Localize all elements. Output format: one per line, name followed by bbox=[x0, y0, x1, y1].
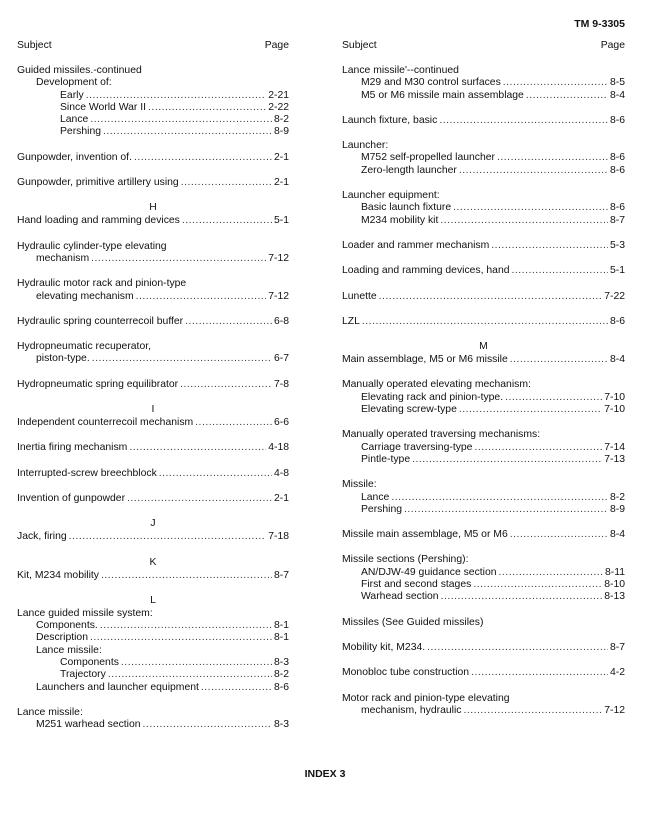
dot-leader bbox=[69, 531, 267, 543]
index-entry-group bbox=[342, 642, 625, 654]
dot-leader bbox=[463, 705, 602, 717]
index-entry-group bbox=[342, 379, 625, 416]
entry-page-number: 5-1 bbox=[609, 265, 625, 277]
index-entry bbox=[17, 215, 289, 227]
dot-leader bbox=[127, 493, 272, 505]
index-entry bbox=[342, 642, 625, 654]
entry-page-number: 7-18 bbox=[268, 531, 289, 543]
dot-leader bbox=[453, 202, 608, 214]
entry-page-number: 2-1 bbox=[273, 177, 289, 189]
index-entry bbox=[17, 278, 289, 290]
entry-subject: Launcher: bbox=[342, 140, 389, 152]
dot-leader bbox=[195, 417, 272, 429]
index-entry bbox=[342, 65, 625, 77]
entry-subject: Hydraulic motor rack and pinion-type bbox=[17, 278, 187, 290]
entry-page-number: 7-12 bbox=[268, 290, 289, 302]
index-entry bbox=[17, 493, 289, 505]
index-entry bbox=[17, 341, 289, 353]
dot-leader bbox=[499, 567, 603, 579]
index-entry-group bbox=[342, 291, 625, 303]
index-entry bbox=[342, 429, 625, 441]
index-entry bbox=[17, 570, 289, 582]
entry-subject: M752 self-propelled launcher bbox=[361, 152, 496, 164]
entry-page-number: 8-1 bbox=[273, 632, 289, 644]
index-entry bbox=[342, 392, 625, 404]
entry-subject: Development of: bbox=[36, 77, 112, 89]
entry-subject: Pintle-type bbox=[361, 453, 411, 465]
index-entry-group bbox=[342, 529, 625, 541]
index-entry-group bbox=[17, 379, 289, 391]
entry-subject: mechanism, hydraulic bbox=[361, 704, 462, 716]
index-entry bbox=[342, 617, 625, 629]
index-entry bbox=[17, 682, 289, 694]
entry-subject: Missile: bbox=[342, 479, 377, 491]
dot-leader bbox=[181, 177, 272, 189]
entry-subject: Hand loading and ramming devices bbox=[17, 215, 180, 227]
entry-subject: Lance guided missile system: bbox=[17, 607, 153, 619]
entry-subject: elevating mechanism bbox=[36, 290, 134, 302]
index-entry bbox=[342, 705, 625, 717]
column-header bbox=[342, 40, 625, 54]
entry-page-number: 7-14 bbox=[604, 441, 625, 453]
entry-subject: Lunette bbox=[342, 290, 377, 302]
index-entry-group bbox=[17, 493, 289, 505]
entry-page-number: 8-7 bbox=[273, 569, 289, 581]
index-entry bbox=[17, 353, 289, 365]
entry-page-number: 8-2 bbox=[273, 669, 289, 681]
index-letter-heading: L bbox=[150, 594, 156, 606]
index-entry-group bbox=[17, 608, 289, 694]
index-entry-group bbox=[342, 65, 625, 102]
dot-leader bbox=[92, 353, 272, 365]
dot-leader bbox=[182, 215, 272, 227]
dot-leader bbox=[404, 504, 608, 516]
dot-leader bbox=[512, 265, 608, 277]
dot-leader bbox=[440, 215, 608, 227]
index-entry bbox=[17, 177, 289, 189]
dot-leader bbox=[503, 77, 608, 89]
entry-subject: Lance missile: bbox=[17, 706, 83, 718]
index-letter-heading: M bbox=[479, 341, 488, 353]
entry-subject: First and second stages bbox=[361, 579, 472, 591]
index-entry bbox=[342, 404, 625, 416]
index-entry-group bbox=[17, 417, 289, 429]
index-entry bbox=[342, 379, 625, 391]
index-entry bbox=[342, 240, 625, 252]
dot-leader bbox=[510, 354, 608, 366]
index-entry-group bbox=[342, 316, 625, 328]
index-entry bbox=[17, 77, 289, 89]
dot-leader bbox=[201, 682, 272, 694]
dot-leader bbox=[180, 379, 272, 391]
entry-page-number: 4-2 bbox=[609, 667, 625, 679]
index-entry bbox=[17, 241, 289, 253]
index-entry bbox=[17, 707, 289, 719]
index-entry-group bbox=[342, 554, 625, 603]
index-entry-group bbox=[342, 693, 625, 718]
entry-page-number: 8-6 bbox=[609, 152, 625, 164]
dot-leader bbox=[134, 152, 272, 164]
dot-leader bbox=[86, 90, 267, 102]
index-entry bbox=[17, 645, 289, 657]
entry-page-number: 8-4 bbox=[609, 529, 625, 541]
entry-page-number: 8-4 bbox=[609, 354, 625, 366]
index-entry bbox=[17, 719, 289, 731]
dot-leader bbox=[441, 591, 603, 603]
dot-leader bbox=[473, 579, 602, 591]
entry-page-number: 2-21 bbox=[268, 89, 289, 101]
entry-page-number: 8-2 bbox=[273, 114, 289, 126]
dot-leader bbox=[101, 570, 272, 582]
entry-subject: Lance missile'--continued bbox=[342, 65, 459, 76]
entry-subject: Kit, M234 mobility bbox=[17, 569, 99, 581]
index-entry bbox=[342, 140, 625, 152]
dot-leader bbox=[136, 291, 267, 303]
index-entry-group bbox=[17, 341, 289, 366]
entry-subject: Interrupted-screw breechblock bbox=[17, 467, 157, 479]
entry-page-number: 8-4 bbox=[609, 89, 625, 101]
index-entry bbox=[342, 554, 625, 566]
dot-leader bbox=[497, 152, 608, 164]
entry-page-number: 8-6 bbox=[609, 315, 625, 327]
dot-leader bbox=[100, 620, 272, 632]
index-column-left bbox=[17, 40, 289, 745]
index-entry-group bbox=[17, 570, 289, 582]
entry-subject: Hydraulic spring counterrecoil buffer bbox=[17, 315, 184, 327]
dot-leader bbox=[143, 719, 272, 731]
entry-subject: Components. bbox=[36, 620, 98, 632]
dot-leader bbox=[474, 442, 602, 454]
index-entry bbox=[342, 479, 625, 491]
index-entry-group bbox=[17, 177, 289, 189]
entry-page-number: 8-7 bbox=[609, 214, 625, 226]
dot-leader bbox=[148, 102, 266, 114]
index-entry bbox=[342, 667, 625, 679]
dot-leader bbox=[491, 240, 608, 252]
index-letter-heading: H bbox=[149, 202, 157, 214]
dot-leader bbox=[90, 114, 272, 126]
entry-subject: Launchers and launcher equipment bbox=[36, 681, 199, 693]
entry-page-number: 5-3 bbox=[609, 239, 625, 251]
index-entries-left bbox=[17, 65, 289, 732]
index-entry-group bbox=[342, 265, 625, 277]
index-entries-right bbox=[342, 65, 625, 717]
entry-page-number: 8-9 bbox=[609, 503, 625, 515]
index-entry-group bbox=[17, 442, 289, 454]
entry-subject: Components bbox=[60, 657, 119, 669]
column-header bbox=[17, 40, 289, 54]
page-footer: INDEX 3 bbox=[304, 768, 346, 780]
dot-leader bbox=[121, 657, 272, 669]
index-entry bbox=[342, 202, 625, 214]
index-entry-group bbox=[17, 316, 289, 328]
entry-page-number: 7-22 bbox=[604, 290, 625, 302]
entry-page-number: 8-6 bbox=[609, 202, 625, 214]
index-entry bbox=[342, 354, 625, 366]
dot-leader bbox=[129, 442, 266, 454]
index-entry-group bbox=[17, 215, 289, 227]
entry-page-number: 4-8 bbox=[273, 467, 289, 479]
dot-leader bbox=[459, 404, 602, 416]
index-entry bbox=[17, 65, 289, 77]
index-entry bbox=[342, 454, 625, 466]
index-entry bbox=[342, 492, 625, 504]
document-id: TM 9-3305 bbox=[574, 18, 625, 30]
entry-subject: M5 or M6 missile main assemblage bbox=[361, 89, 524, 101]
index-column-right bbox=[342, 40, 625, 730]
dot-leader bbox=[505, 392, 602, 404]
dot-leader bbox=[185, 316, 272, 328]
dot-leader bbox=[526, 90, 608, 102]
subject-heading: Subject bbox=[17, 40, 52, 51]
index-entry bbox=[342, 579, 625, 591]
index-entry bbox=[17, 102, 289, 114]
entry-subject: AN/DJW-49 guidance section bbox=[361, 566, 497, 578]
index-entry bbox=[17, 253, 289, 265]
entry-subject: Mobility kit, M234. bbox=[342, 641, 426, 653]
entry-subject: Loader and rammer mechanism bbox=[342, 239, 490, 251]
index-entry bbox=[342, 215, 625, 227]
entry-subject: Manually operated traversing mechanisms: bbox=[342, 429, 541, 441]
entry-subject: Motor rack and pinion-type elevating bbox=[342, 692, 510, 704]
entry-subject: Launch fixture, basic bbox=[342, 114, 438, 126]
entry-subject: M251 warhead section bbox=[36, 719, 141, 731]
entry-subject: Since World War II bbox=[60, 101, 147, 113]
index-entry bbox=[342, 567, 625, 579]
entry-subject: Main assemblage, M5 or M6 missile bbox=[342, 354, 508, 366]
index-entry-group bbox=[342, 429, 625, 466]
dot-leader bbox=[471, 667, 608, 679]
index-entry bbox=[342, 265, 625, 277]
entry-page-number: 8-5 bbox=[609, 77, 625, 89]
dot-leader bbox=[412, 454, 602, 466]
index-entry-group bbox=[17, 468, 289, 480]
entry-page-number: 8-2 bbox=[609, 491, 625, 503]
entry-subject: Early bbox=[60, 89, 84, 101]
entry-subject: Warhead section bbox=[361, 591, 439, 603]
index-entry bbox=[17, 657, 289, 669]
entry-subject: Gunpowder, invention of. bbox=[17, 151, 132, 163]
entry-page-number: 8-6 bbox=[273, 681, 289, 693]
index-entry bbox=[17, 379, 289, 391]
dot-leader bbox=[108, 669, 272, 681]
index-entry bbox=[342, 529, 625, 541]
entry-page-number: 6-8 bbox=[273, 315, 289, 327]
entry-page-number: 8-3 bbox=[273, 719, 289, 731]
dot-leader bbox=[379, 291, 603, 303]
entry-page-number: 7-10 bbox=[604, 391, 625, 403]
index-entry bbox=[17, 316, 289, 328]
entry-subject: Elevating screw-type bbox=[361, 404, 457, 416]
index-letter-heading: K bbox=[149, 556, 157, 568]
index-entry-group bbox=[17, 278, 289, 303]
entry-subject: M29 and M30 control surfaces bbox=[361, 77, 501, 89]
entry-subject: Trajectory bbox=[60, 669, 106, 681]
index-entry-group bbox=[342, 354, 625, 366]
entry-page-number: 6-6 bbox=[273, 417, 289, 429]
entry-subject: Monobloc tube construction bbox=[342, 667, 470, 679]
entry-page-number: 5-1 bbox=[273, 215, 289, 227]
entry-subject: Hydropneumatic spring equilibrator bbox=[17, 378, 179, 390]
entry-subject: Loading and ramming devices, hand bbox=[342, 265, 510, 277]
entry-page-number: 8-6 bbox=[609, 114, 625, 126]
index-entry-group bbox=[342, 240, 625, 252]
index-entry-group bbox=[17, 152, 289, 164]
index-entry bbox=[342, 591, 625, 603]
dot-leader bbox=[427, 642, 608, 654]
index-entry bbox=[17, 669, 289, 681]
entry-subject: Inertia firing mechanism bbox=[17, 442, 128, 454]
entry-page-number: 2-1 bbox=[273, 492, 289, 504]
entry-page-number: 8-10 bbox=[604, 579, 625, 591]
entry-page-number: 8-3 bbox=[273, 657, 289, 669]
index-entry-group bbox=[342, 140, 625, 177]
index-entry-group bbox=[342, 115, 625, 127]
dot-leader bbox=[510, 529, 608, 541]
entry-subject: Invention of gunpowder bbox=[17, 492, 126, 504]
entry-page-number: 8-11 bbox=[604, 566, 625, 578]
index-entry-group bbox=[17, 241, 289, 266]
dot-leader bbox=[362, 316, 608, 328]
index-entry-group bbox=[342, 617, 625, 629]
index-entry-group bbox=[342, 667, 625, 679]
index-letter-heading: J bbox=[150, 518, 156, 530]
entry-page-number: 7-12 bbox=[268, 252, 289, 264]
dot-leader bbox=[439, 115, 608, 127]
entry-subject: Launcher equipment: bbox=[342, 190, 440, 202]
entry-page-number: 2-22 bbox=[268, 101, 289, 113]
entry-subject: Manually operated elevating mechanism: bbox=[342, 379, 531, 391]
entry-subject: mechanism bbox=[36, 252, 90, 264]
entry-subject: Missiles (See Guided missiles) bbox=[342, 616, 484, 628]
index-entry bbox=[17, 468, 289, 480]
index-entry bbox=[17, 442, 289, 454]
entry-subject: Lance missile: bbox=[36, 644, 102, 656]
index-entry bbox=[17, 90, 289, 102]
index-entry-group bbox=[17, 65, 289, 139]
entry-page-number: 6-7 bbox=[273, 353, 289, 365]
index-entry bbox=[342, 77, 625, 89]
index-entry bbox=[342, 165, 625, 177]
dot-leader bbox=[103, 126, 272, 138]
index-entry-group bbox=[342, 190, 625, 227]
index-entry bbox=[342, 90, 625, 102]
entry-subject: Hydropneumatic recuperator, bbox=[17, 341, 151, 353]
index-entry bbox=[342, 291, 625, 303]
index-entry-group bbox=[342, 479, 625, 516]
index-entry bbox=[17, 620, 289, 632]
entry-page-number: 8-1 bbox=[273, 620, 289, 632]
entry-subject: Missile sections (Pershing): bbox=[342, 554, 469, 566]
entry-subject: Gunpowder, primitive artillery using bbox=[17, 177, 179, 189]
index-entry bbox=[17, 114, 289, 126]
entry-subject: Independent counterrecoil mechanism bbox=[17, 417, 194, 429]
dot-leader bbox=[459, 165, 608, 177]
entry-subject: Elevating rack and pinion-type. bbox=[361, 391, 504, 403]
entry-page-number: 2-1 bbox=[273, 151, 289, 163]
entry-page-number: 4-18 bbox=[268, 442, 289, 454]
index-entry bbox=[17, 417, 289, 429]
entry-page-number: 7-10 bbox=[604, 404, 625, 416]
entry-subject: Lance bbox=[361, 491, 390, 503]
index-entry bbox=[17, 632, 289, 644]
entry-subject: Lance bbox=[60, 114, 89, 126]
index-entry bbox=[17, 531, 289, 543]
entry-subject: piston-type. bbox=[36, 353, 90, 365]
index-entry-group bbox=[17, 531, 289, 543]
index-letter-heading: I bbox=[151, 404, 155, 416]
index-entry bbox=[342, 504, 625, 516]
index-entry bbox=[342, 316, 625, 328]
dot-leader bbox=[391, 492, 608, 504]
entry-subject: Basic launch fixture bbox=[361, 202, 452, 214]
entry-page-number: 7-8 bbox=[273, 378, 289, 390]
entry-subject: Guided missiles.-continued bbox=[17, 65, 142, 76]
page-heading: Page bbox=[264, 40, 289, 51]
index-entry bbox=[342, 152, 625, 164]
index-entry bbox=[17, 152, 289, 164]
entry-page-number: 8-7 bbox=[609, 641, 625, 653]
entry-subject: M234 mobility kit bbox=[361, 214, 439, 226]
entry-subject: Carriage traversing-type bbox=[361, 441, 473, 453]
dot-leader bbox=[91, 253, 266, 265]
dot-leader bbox=[159, 468, 272, 480]
entry-subject: Description bbox=[36, 632, 88, 644]
index-entry bbox=[342, 190, 625, 202]
entry-page-number: 8-9 bbox=[273, 126, 289, 138]
index-entry bbox=[17, 608, 289, 620]
entry-subject: Hydraulic cylinder-type elevating bbox=[17, 240, 167, 252]
index-entry bbox=[342, 442, 625, 454]
dot-leader bbox=[90, 632, 272, 644]
entry-subject: Missile main assemblage, M5 or M6 bbox=[342, 529, 508, 541]
entry-subject: LZL bbox=[342, 315, 360, 327]
index-entry bbox=[342, 115, 625, 127]
page-heading: Page bbox=[600, 40, 625, 51]
index-entry bbox=[17, 291, 289, 303]
entry-page-number: 7-13 bbox=[604, 453, 625, 465]
entry-page-number: 8-6 bbox=[609, 164, 625, 176]
entry-subject: Jack, firing bbox=[17, 531, 67, 543]
entry-subject: Pershing bbox=[361, 503, 403, 515]
subject-heading: Subject bbox=[342, 40, 377, 51]
entry-subject: Zero-length launcher bbox=[361, 164, 457, 176]
index-entry-group bbox=[17, 707, 289, 732]
index-entry bbox=[342, 693, 625, 705]
entry-page-number: 8-13 bbox=[604, 591, 625, 603]
entry-subject: Pershing bbox=[60, 126, 102, 138]
entry-page-number: 7-12 bbox=[604, 704, 625, 716]
index-entry bbox=[17, 126, 289, 138]
